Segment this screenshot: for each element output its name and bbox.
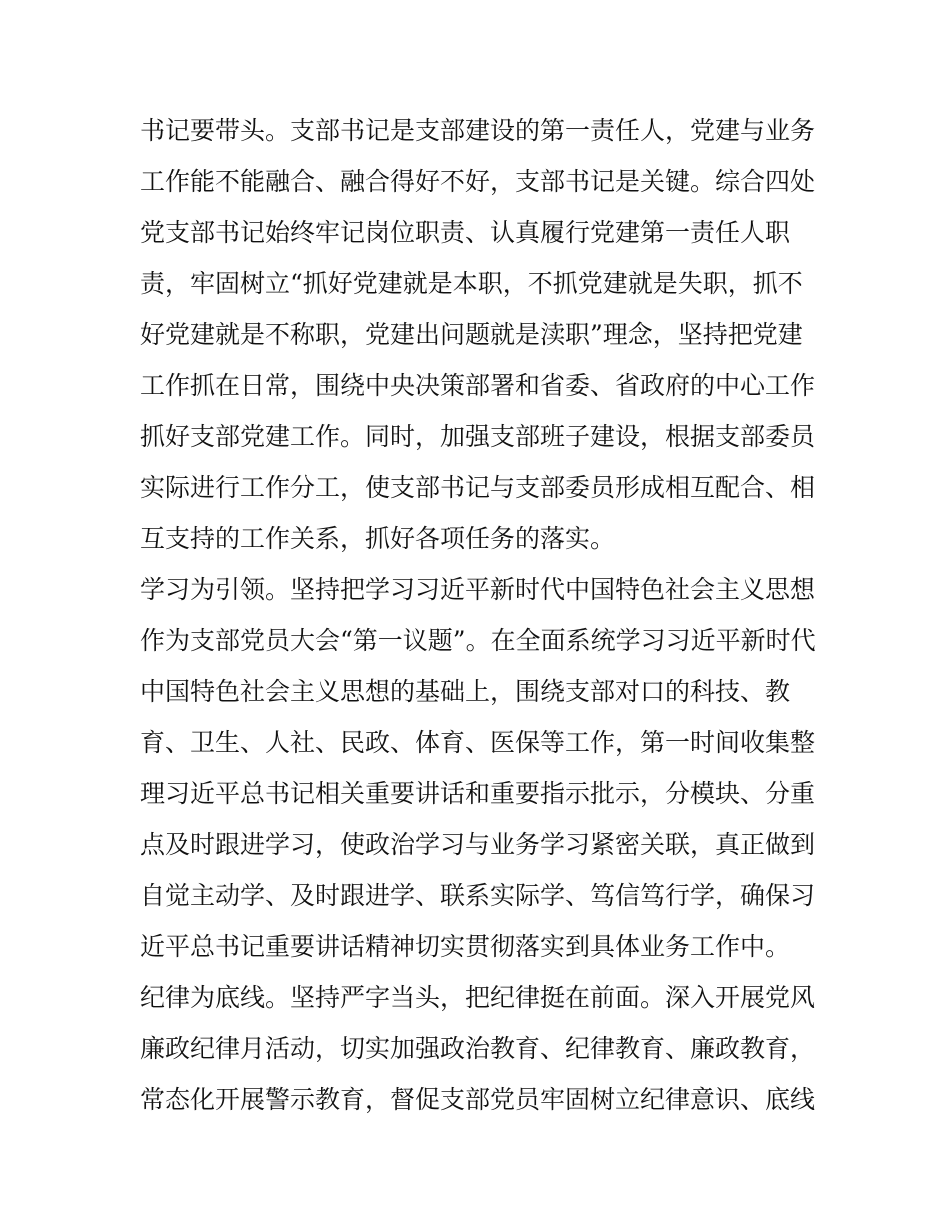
document-body (140, 105, 820, 1125)
text-line: 书记要带头。支部书记是支部建设的第一责任人，党建与业务 (140, 116, 816, 145)
text-line: 工作抓在日常，围绕中央决策部署和省委、省政府的中心工作 (140, 371, 816, 400)
text-line: 工作能不能融合、融合得好不好，支部书记是关键。综合四处 (140, 167, 816, 196)
text-line: 中国特色社会主义思想的基础上，围绕支部对口的科技、教 (140, 677, 791, 706)
text-line: 点及时跟进学习，使政治学习与业务学习紧密关联，真正做到 (140, 830, 816, 859)
text-line: 抓好支部党建工作。同时，加强支部班子建设，根据支部委员 (140, 422, 816, 451)
text-line: 常态化开展警示教育，督促支部党员牢固树立纪律意识、底线 (140, 1085, 816, 1114)
text-line: 理习近平总书记相关重要讲话和重要指示批示，分模块、分重 (140, 779, 816, 808)
text-line: 育、卫生、人社、民政、体育、医保等工作，第一时间收集整 (140, 728, 816, 757)
text-line: 好党建就是不称职，党建出问题就是渎职”理念，坚持把党建 (140, 320, 803, 349)
text-line: 近平总书记重要讲话精神切实贯彻落实到具体业务工作中。 (140, 932, 791, 961)
text-line: 互支持的工作关系，抓好各项任务的落实。 (140, 524, 616, 553)
text-line: 纪律为底线。坚持严字当头，把纪律挺在前面。深入开展党风 (140, 983, 816, 1012)
text-line: 学习为引领。坚持把学习习近平新时代中国特色社会主义思想 (140, 575, 816, 604)
text-line: 实际进行工作分工，使支部书记与支部委员形成相互配合、相 (140, 473, 816, 502)
text-line: 自觉主动学、及时跟进学、联系实际学、笃信笃行学，确保习 (140, 881, 816, 910)
text-line: 作为支部党员大会“第一议题”。在全面系统学习习近平新时代 (140, 626, 816, 655)
text-line: 党支部书记始终牢记岗位职责、认真履行党建第一责任人职 (140, 218, 791, 247)
text-line: 责，牢固树立“抓好党建就是本职，不抓党建就是失职，抓不 (140, 269, 803, 298)
text-line: 廉政纪律月活动，切实加强政治教育、纪律教育、廉政教育， (140, 1034, 816, 1063)
